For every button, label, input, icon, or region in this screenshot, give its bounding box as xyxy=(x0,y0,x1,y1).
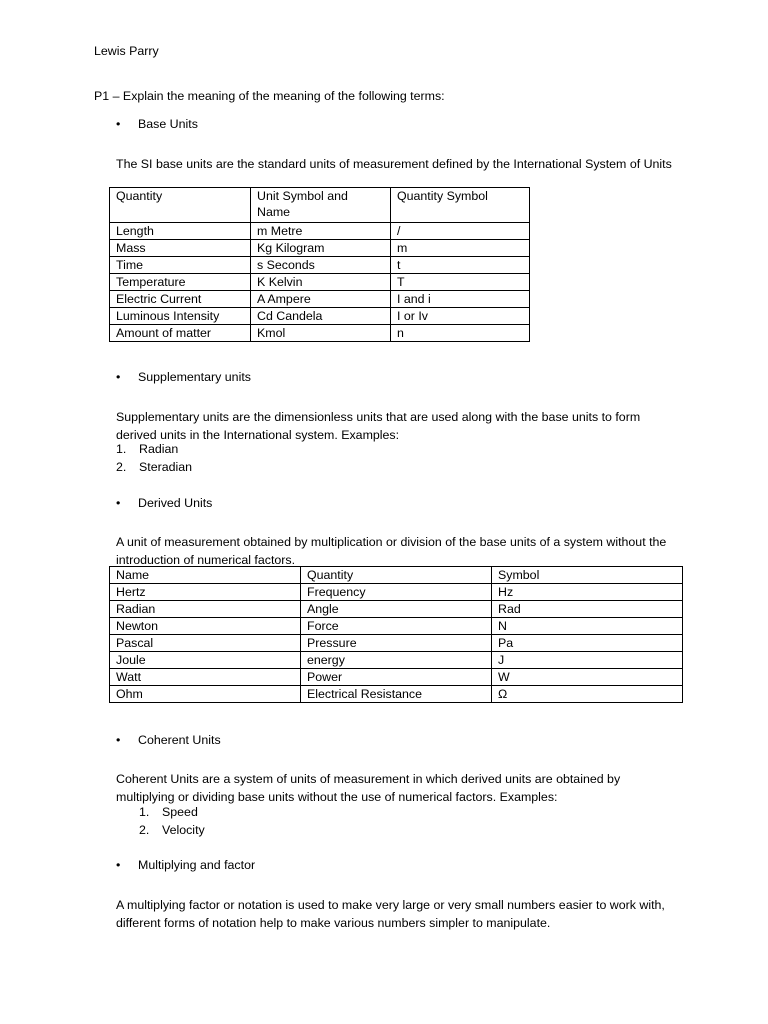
bullet-icon: • xyxy=(116,733,121,747)
bullet-icon: • xyxy=(116,496,121,510)
table-cell: Temperature xyxy=(110,274,251,291)
table-header-row xyxy=(110,567,683,584)
base-units-description: The SI base units are the standard units of measurement defined by the International System of Units xyxy=(116,157,672,172)
list-number: 1. xyxy=(116,442,127,456)
section-title-supplementary-units: Supplementary units xyxy=(138,370,251,384)
table-cell: Pa xyxy=(492,635,683,652)
table-cell: / xyxy=(391,223,530,240)
table-row xyxy=(110,308,530,325)
list-label: Speed xyxy=(162,805,198,819)
table-cell: N xyxy=(492,618,683,635)
table-cell: W xyxy=(492,669,683,686)
header-cell: Quantity Symbol xyxy=(391,188,530,223)
section-title-coherent-units: Coherent Units xyxy=(138,733,221,747)
table-cell: t xyxy=(391,257,530,274)
list-number: 2. xyxy=(139,823,150,837)
table-row xyxy=(110,584,683,601)
table-cell: Ω xyxy=(492,686,683,703)
derived-units-table xyxy=(109,566,683,703)
header-cell: Quantity xyxy=(301,567,492,584)
table-cell: J xyxy=(492,652,683,669)
table-row xyxy=(110,635,683,652)
table-cell: m xyxy=(391,240,530,257)
table-row xyxy=(110,686,683,703)
table-cell: Mass xyxy=(110,240,251,257)
table-cell: Length xyxy=(110,223,251,240)
table-cell: Angle xyxy=(301,601,492,618)
list-label: Radian xyxy=(139,442,179,456)
table-cell: Hertz xyxy=(110,584,301,601)
table-cell: Kmol xyxy=(251,325,391,342)
table-cell: I and i xyxy=(391,291,530,308)
author-name: Lewis Parry xyxy=(94,44,159,58)
table-row xyxy=(110,240,530,257)
table-cell: Cd Candela xyxy=(251,308,391,325)
table-cell: Amount of matter xyxy=(110,325,251,342)
table-cell: Hz xyxy=(492,584,683,601)
page-heading: P1 – Explain the meaning of the meaning of the following terms: xyxy=(94,89,445,103)
table-cell: Kg Kilogram xyxy=(251,240,391,257)
header-cell: Symbol xyxy=(492,567,683,584)
table-row xyxy=(110,223,530,240)
table-cell: Frequency xyxy=(301,584,492,601)
table-cell: Pressure xyxy=(301,635,492,652)
table-cell: Time xyxy=(110,257,251,274)
table-row xyxy=(110,325,530,342)
table-cell: Luminous Intensity xyxy=(110,308,251,325)
base-units-table xyxy=(109,187,530,342)
table-cell: Force xyxy=(301,618,492,635)
section-title-base-units: Base Units xyxy=(138,117,198,131)
table-cell: T xyxy=(391,274,530,291)
bullet-icon: • xyxy=(116,117,121,131)
coherent-units-description: Coherent Units are a system of units of measurement in which derived units are obtained by multiplying or dividing base units without the use of numerical factors. Examples: xyxy=(116,772,621,805)
table-row xyxy=(110,618,683,635)
table-cell: Electric Current xyxy=(110,291,251,308)
table-cell: Electrical Resistance xyxy=(301,686,492,703)
bullet-icon: • xyxy=(116,858,121,872)
list-label: Velocity xyxy=(162,823,205,837)
table-row xyxy=(110,274,530,291)
table-cell: A Ampere xyxy=(251,291,391,308)
table-row xyxy=(110,257,530,274)
table-cell: Radian xyxy=(110,601,301,618)
table-row xyxy=(110,669,683,686)
table-cell: s Seconds xyxy=(251,257,391,274)
table-row xyxy=(110,652,683,669)
table-cell: Joule xyxy=(110,652,301,669)
table-cell: Ohm xyxy=(110,686,301,703)
table-cell: Power xyxy=(301,669,492,686)
table-cell: n xyxy=(391,325,530,342)
section-title-multiplying-factor: Multiplying and factor xyxy=(138,858,256,872)
list-label: Steradian xyxy=(139,460,193,474)
table-cell: m Metre xyxy=(251,223,391,240)
table-header-row xyxy=(110,188,530,223)
table-cell: K Kelvin xyxy=(251,274,391,291)
table-cell: energy xyxy=(301,652,492,669)
derived-units-description: A unit of measurement obtained by multiplication or division of the base units of a system without the introduction of numerical factors. xyxy=(116,535,667,568)
table-cell: I or Iv xyxy=(391,308,530,325)
table-cell: Watt xyxy=(110,669,301,686)
header-cell: Quantity xyxy=(110,188,251,223)
section-title-derived-units: Derived Units xyxy=(138,496,213,510)
table-cell: Pascal xyxy=(110,635,301,652)
header-cell: Unit Symbol and Name xyxy=(251,188,391,223)
table-row xyxy=(110,601,683,618)
list-number: 2. xyxy=(116,460,127,474)
supplementary-units-description: Supplementary units are the dimensionless units that are used along with the base units to form derived units in the International system. Examples: xyxy=(116,410,641,443)
table-row xyxy=(110,291,530,308)
multiplying-factor-description: A multiplying factor or notation is used to make very large or very small numbers easier to work with, different forms of notation help to make various numbers simpler to manipulate. xyxy=(116,898,665,931)
table-cell: Rad xyxy=(492,601,683,618)
list-number: 1. xyxy=(139,805,150,819)
bullet-icon: • xyxy=(116,370,121,384)
header-cell: Name xyxy=(110,567,301,584)
table-cell: Newton xyxy=(110,618,301,635)
